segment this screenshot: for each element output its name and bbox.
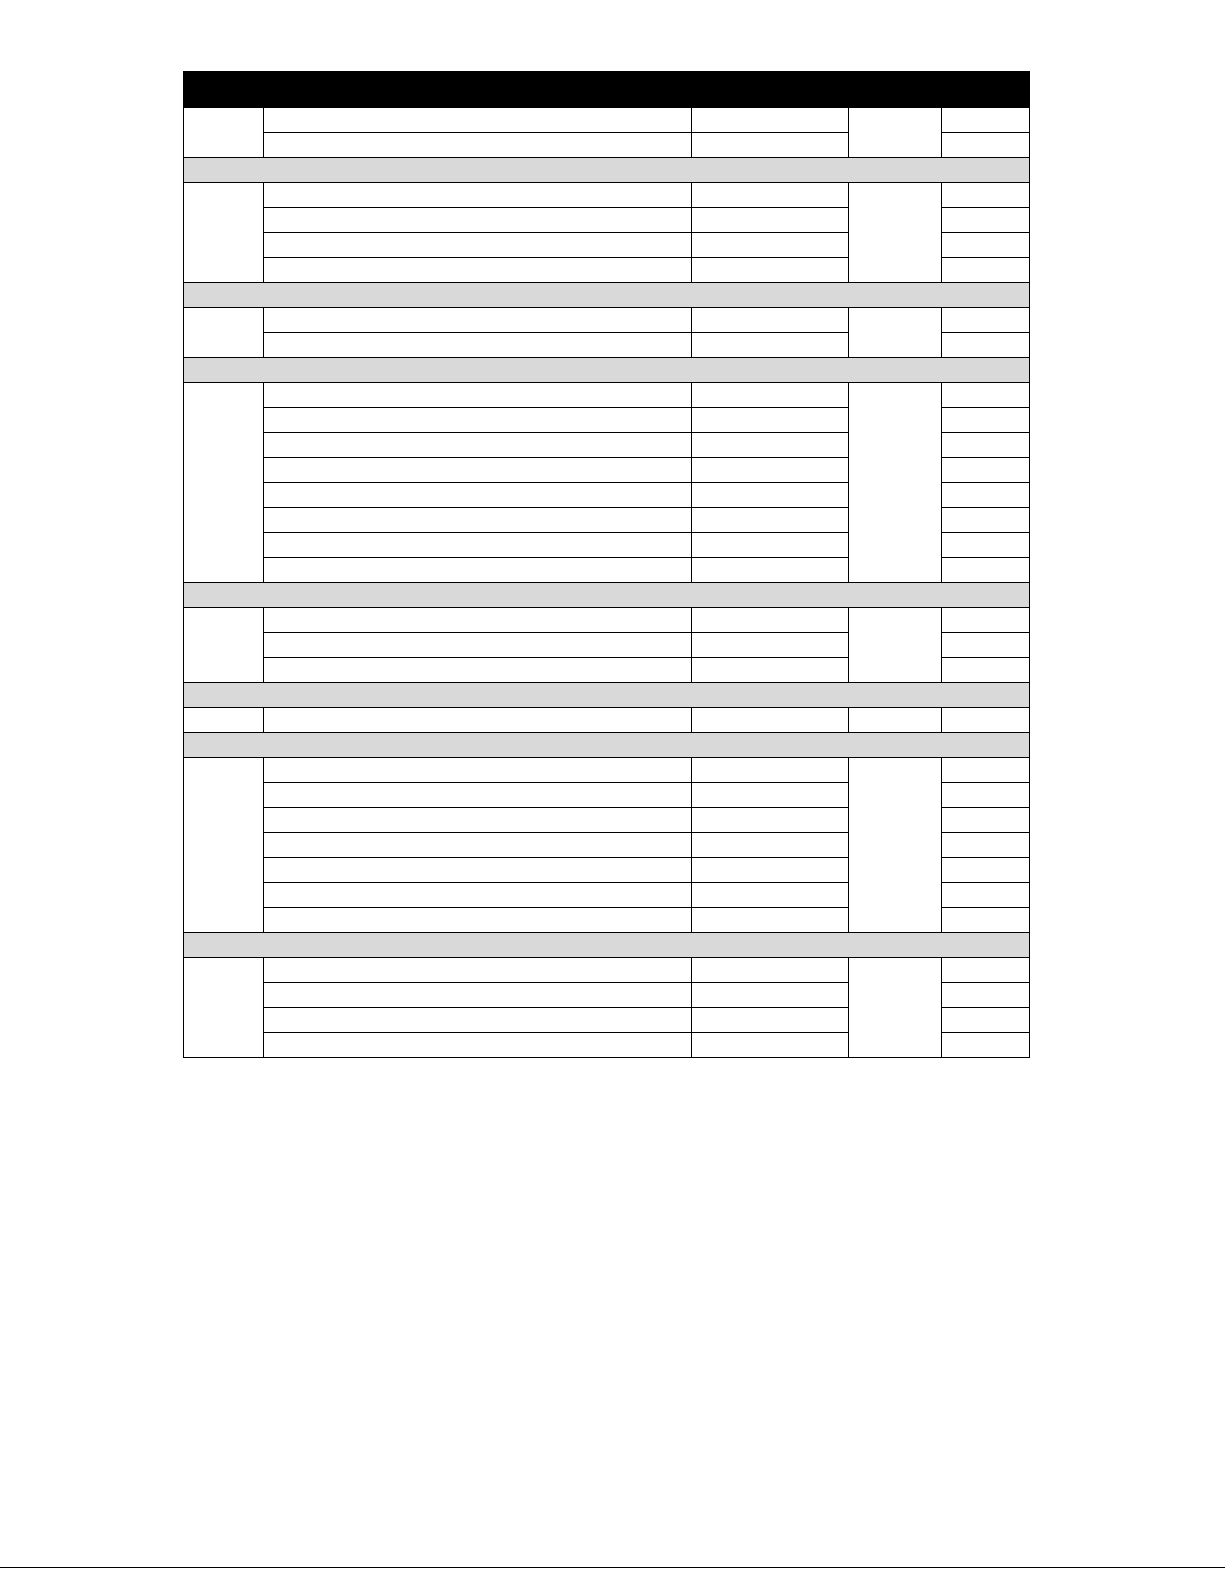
group-label-cell (184, 183, 264, 283)
item-value-cell (692, 408, 849, 433)
item-value-cell (692, 233, 849, 258)
item-description-cell (264, 808, 692, 833)
item-value-cell (692, 1008, 849, 1033)
item-value-cell (692, 858, 849, 883)
item-check-cell (942, 458, 1030, 483)
item-check-cell (942, 383, 1030, 408)
item-description-cell (264, 383, 692, 408)
item-description-cell (264, 708, 692, 733)
item-check-cell (942, 1008, 1030, 1033)
item-description-cell (264, 833, 692, 858)
item-description-cell (264, 433, 692, 458)
group-label-cell (184, 958, 264, 1058)
section-title-cell (184, 158, 1030, 183)
item-check-cell (942, 108, 1030, 133)
item-check-cell (942, 608, 1030, 633)
item-value-cell (692, 558, 849, 583)
section-title-cell (184, 683, 1030, 708)
item-description-cell (264, 183, 692, 208)
document-table (183, 71, 1030, 1058)
item-value-cell (692, 433, 849, 458)
item-description-cell (264, 408, 692, 433)
item-check-cell (942, 858, 1030, 883)
group-label-cell (184, 758, 264, 933)
group-status-cell (849, 183, 942, 283)
item-description-cell (264, 883, 692, 908)
table-header-row (184, 72, 1030, 108)
item-description-cell (264, 458, 692, 483)
item-value-cell (692, 483, 849, 508)
section-row (184, 933, 1030, 958)
table-row (184, 108, 1030, 133)
group-status-cell (849, 958, 942, 1058)
item-value-cell (692, 508, 849, 533)
table-body (184, 72, 1030, 1058)
item-check-cell (942, 308, 1030, 333)
item-check-cell (942, 908, 1030, 933)
item-description-cell (264, 783, 692, 808)
item-description-cell (264, 1033, 692, 1058)
item-description-cell (264, 233, 692, 258)
item-check-cell (942, 483, 1030, 508)
item-description-cell (264, 983, 692, 1008)
group-status-cell (849, 108, 942, 158)
table-row (184, 758, 1030, 783)
item-check-cell (942, 183, 1030, 208)
item-description-cell (264, 958, 692, 983)
item-value-cell (692, 308, 849, 333)
item-check-cell (942, 233, 1030, 258)
item-value-cell (692, 758, 849, 783)
item-description-cell (264, 608, 692, 633)
section-title-cell (184, 283, 1030, 308)
group-status-cell (849, 383, 942, 583)
item-description-cell (264, 133, 692, 158)
item-description-cell (264, 633, 692, 658)
item-value-cell (692, 108, 849, 133)
item-value-cell (692, 808, 849, 833)
item-description-cell (264, 508, 692, 533)
item-value-cell (692, 958, 849, 983)
item-value-cell (692, 133, 849, 158)
item-check-cell (942, 533, 1030, 558)
group-label-cell (184, 383, 264, 583)
section-title-cell (184, 358, 1030, 383)
section-row (184, 583, 1030, 608)
item-value-cell (692, 633, 849, 658)
item-value-cell (692, 783, 849, 808)
section-title-cell (184, 583, 1030, 608)
item-description-cell (264, 258, 692, 283)
item-value-cell (692, 658, 849, 683)
item-description-cell (264, 658, 692, 683)
item-value-cell (692, 608, 849, 633)
item-value-cell (692, 533, 849, 558)
table-header-cell (184, 72, 1030, 108)
item-check-cell (942, 758, 1030, 783)
item-value-cell (692, 883, 849, 908)
table-row (184, 708, 1030, 733)
table-row (184, 958, 1030, 983)
group-label-cell (184, 708, 264, 733)
table-row (184, 308, 1030, 333)
item-description-cell (264, 858, 692, 883)
group-status-cell (849, 708, 942, 733)
item-description-cell (264, 483, 692, 508)
table-row (184, 183, 1030, 208)
item-check-cell (942, 633, 1030, 658)
item-description-cell (264, 333, 692, 358)
section-row (184, 683, 1030, 708)
item-check-cell (942, 433, 1030, 458)
item-value-cell (692, 333, 849, 358)
item-check-cell (942, 333, 1030, 358)
item-description-cell (264, 758, 692, 783)
item-check-cell (942, 658, 1030, 683)
item-description-cell (264, 208, 692, 233)
item-check-cell (942, 883, 1030, 908)
section-row (184, 358, 1030, 383)
item-value-cell (692, 458, 849, 483)
item-description-cell (264, 108, 692, 133)
item-check-cell (942, 983, 1030, 1008)
group-status-cell (849, 758, 942, 933)
section-title-cell (184, 733, 1030, 758)
section-row (184, 733, 1030, 758)
item-value-cell (692, 383, 849, 408)
group-status-cell (849, 608, 942, 683)
item-value-cell (692, 908, 849, 933)
item-check-cell (942, 558, 1030, 583)
group-label-cell (184, 308, 264, 358)
item-description-cell (264, 908, 692, 933)
item-value-cell (692, 183, 849, 208)
group-status-cell (849, 308, 942, 358)
item-check-cell (942, 208, 1030, 233)
item-value-cell (692, 833, 849, 858)
item-check-cell (942, 833, 1030, 858)
page-bottom-rule (0, 1567, 1225, 1568)
item-value-cell (692, 208, 849, 233)
group-label-cell (184, 608, 264, 683)
item-value-cell (692, 258, 849, 283)
section-row (184, 158, 1030, 183)
item-check-cell (942, 1033, 1030, 1058)
table-row (184, 608, 1030, 633)
item-description-cell (264, 558, 692, 583)
item-value-cell (692, 983, 849, 1008)
item-description-cell (264, 308, 692, 333)
item-check-cell (942, 808, 1030, 833)
item-value-cell (692, 708, 849, 733)
item-check-cell (942, 783, 1030, 808)
item-check-cell (942, 958, 1030, 983)
item-description-cell (264, 1008, 692, 1033)
item-value-cell (692, 1033, 849, 1058)
item-check-cell (942, 508, 1030, 533)
item-check-cell (942, 708, 1030, 733)
section-row (184, 283, 1030, 308)
item-check-cell (942, 408, 1030, 433)
item-check-cell (942, 258, 1030, 283)
group-label-cell (184, 108, 264, 158)
table-row (184, 383, 1030, 408)
section-title-cell (184, 933, 1030, 958)
item-check-cell (942, 133, 1030, 158)
item-description-cell (264, 533, 692, 558)
